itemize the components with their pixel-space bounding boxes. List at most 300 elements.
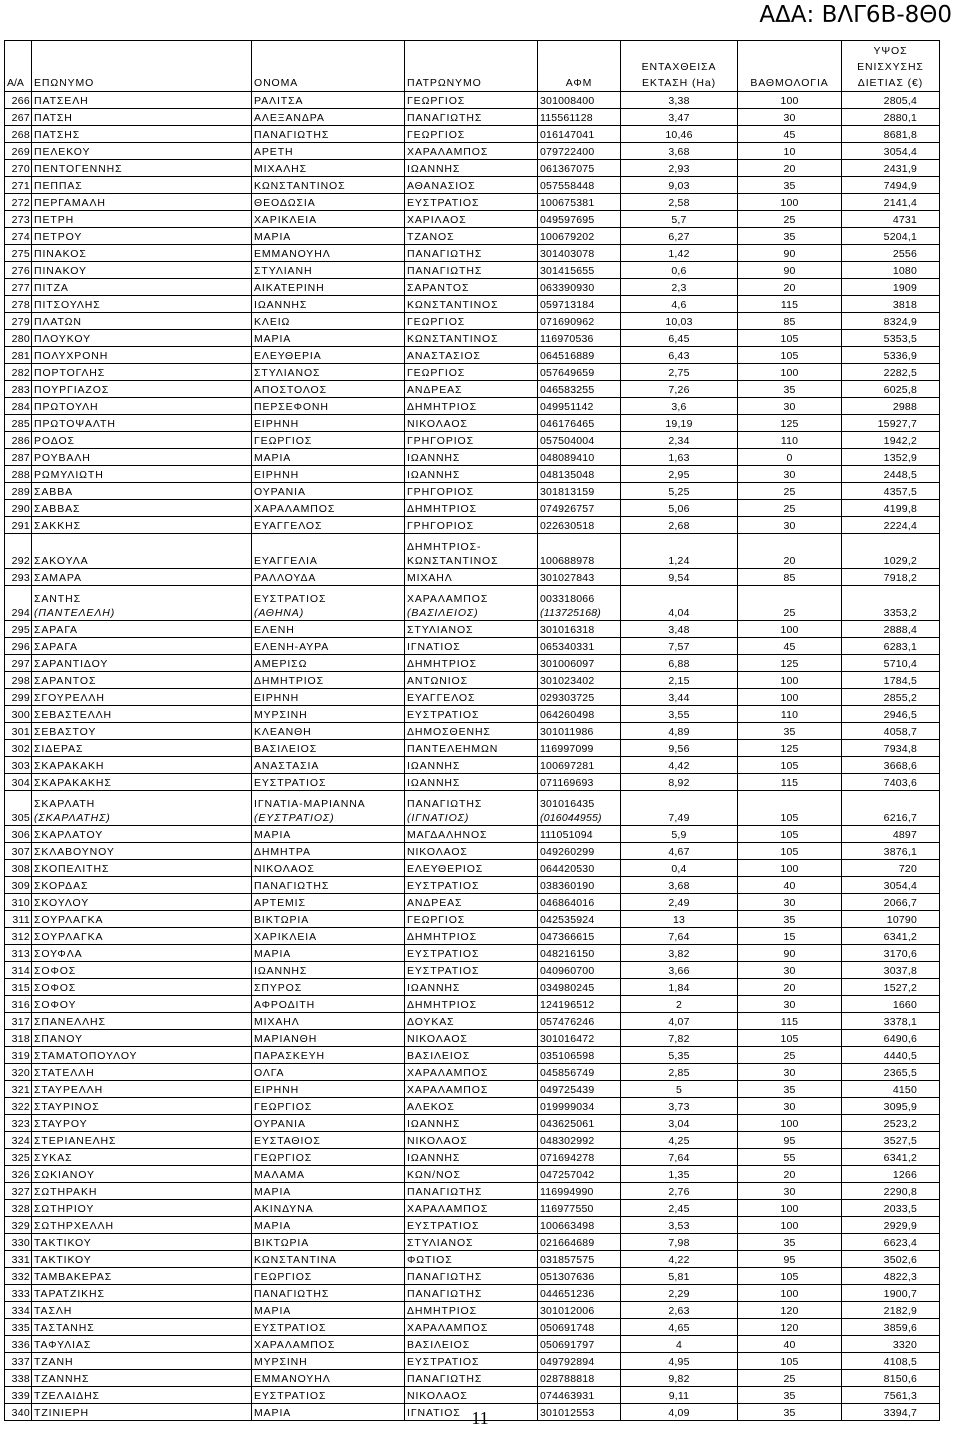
table-row xyxy=(5,1285,940,1302)
table-row xyxy=(5,1115,940,1132)
table-row xyxy=(5,449,940,466)
cell-onoma: ΠΑΝΑΓΙΩΤΗΣ xyxy=(252,877,405,894)
cell-patronymo: ΕΥΣΤΡΑΤΙΟΣ xyxy=(405,1217,538,1234)
cell-aa: 329 xyxy=(5,1217,32,1234)
cell-ypsos: 2431,9 xyxy=(842,160,940,177)
cell-ypsos: 1080 xyxy=(842,262,940,279)
table-row xyxy=(5,109,940,126)
cell-onoma: ΑΜΕΡΙΣΩ xyxy=(252,655,405,672)
cell-ektasi: 2,58 xyxy=(621,194,738,211)
col-header-vathmologia: ΒΑΘΜΟΛΟΓΙΑ xyxy=(738,41,842,92)
cell-afm: 022630518 xyxy=(538,517,621,534)
cell-vathmologia: 10 xyxy=(738,143,842,160)
cell-patronymo: ΔΗΜΗΤΡΙΟΣ xyxy=(405,996,538,1013)
cell-ypsos: 2033,5 xyxy=(842,1200,940,1217)
cell-ypsos: 3818 xyxy=(842,296,940,313)
cell-onoma: ΕΛΕΝΗ-ΑΥΡΑ xyxy=(252,638,405,655)
cell-ypsos: 2224,4 xyxy=(842,517,940,534)
cell-patronymo: ΠΑΝΑΓΙΩΤΗΣ xyxy=(405,262,538,279)
table-row xyxy=(5,1302,940,1319)
cell-patronymo: ΓΕΩΡΓΙΟΣ xyxy=(405,313,538,330)
cell-onoma: ΠΕΡΣΕΦΟΝΗ xyxy=(252,398,405,415)
cell-eponymo: ΣΤΕΡΙΑΝΕΛΗΣ xyxy=(32,1132,252,1149)
cell-eponymo: ΣΩΤΗΡΙΟΥ xyxy=(32,1200,252,1217)
cell-afm: 116977550 xyxy=(538,1200,621,1217)
cell-ektasi: 5,25 xyxy=(621,483,738,500)
cell-aa: 301 xyxy=(5,723,32,740)
cell-onoma: ΑΛΕΞΑΝΔΡΑ xyxy=(252,109,405,126)
cell-ypsos: 3378,1 xyxy=(842,1013,940,1030)
cell-vathmologia: 35 xyxy=(738,1387,842,1404)
table-row xyxy=(5,1149,940,1166)
table-row xyxy=(5,1047,940,1064)
cell-aa: 279 xyxy=(5,313,32,330)
cell-ektasi: 7,49 xyxy=(621,791,738,826)
cell-ypsos: 4199,8 xyxy=(842,500,940,517)
cell-ektasi: 6,88 xyxy=(621,655,738,672)
cell-aa: 335 xyxy=(5,1319,32,1336)
cell-ypsos: 1266 xyxy=(842,1166,940,1183)
cell-vathmologia: 115 xyxy=(738,296,842,313)
cell-eponymo: ΤΑΣΤΑΝΗΣ xyxy=(32,1319,252,1336)
cell-afm: 057649659 xyxy=(538,364,621,381)
cell-onoma: ΓΕΩΡΓΙΟΣ xyxy=(252,1268,405,1285)
cell-afm: 116997099 xyxy=(538,740,621,757)
cell-onoma: ΕΥΣΤΡΑΤΙΟΣ xyxy=(252,774,405,791)
cell-eponymo: ΣΟΥΡΛΑΓΚΑ xyxy=(32,911,252,928)
cell-ektasi: 4,65 xyxy=(621,1319,738,1336)
cell-patronymo: ΤΖΑΝΟΣ xyxy=(405,228,538,245)
cell-ypsos: 2448,5 xyxy=(842,466,940,483)
cell-afm: 031857575 xyxy=(538,1251,621,1268)
cell-ektasi: 2,49 xyxy=(621,894,738,911)
cell-aa: 295 xyxy=(5,621,32,638)
cell-ektasi: 1,63 xyxy=(621,449,738,466)
cell-onoma: ΕΜΜΑΝΟΥΗΛ xyxy=(252,1370,405,1387)
cell-eponymo: ΡΩΜΥΛΙΩΤΗ xyxy=(32,466,252,483)
cell-patronymo: ΝΙΚΟΛΑΟΣ xyxy=(405,1387,538,1404)
cell-aa: 337 xyxy=(5,1353,32,1370)
cell-ypsos: 1352,9 xyxy=(842,449,940,466)
cell-patronymo: ΙΩΑΝΝΗΣ xyxy=(405,979,538,996)
cell-onoma: ΕΥΣΤΡΑΤΙΟΣ xyxy=(252,1387,405,1404)
cell-vathmologia: 35 xyxy=(738,1081,842,1098)
cell-onoma: ΧΑΡΑΛΑΜΠΟΣ xyxy=(252,1336,405,1353)
table-row xyxy=(5,843,940,860)
cell-afm: 124196512 xyxy=(538,996,621,1013)
cell-vathmologia: 30 xyxy=(738,894,842,911)
cell-ektasi: 1,24 xyxy=(621,534,738,569)
cell-ypsos: 2888,4 xyxy=(842,621,940,638)
cell-vathmologia: 95 xyxy=(738,1132,842,1149)
cell-ektasi: 3,48 xyxy=(621,621,738,638)
table-row xyxy=(5,1013,940,1030)
cell-eponymo: ΣΑΜΑΡΑ xyxy=(32,569,252,586)
cell-patronymo: ΙΩΑΝΝΗΣ xyxy=(405,449,538,466)
cell-vathmologia: 45 xyxy=(738,638,842,655)
cell-ypsos: 1660 xyxy=(842,996,940,1013)
cell-patronymo: ΧΑΡΙΛΑΟΣ xyxy=(405,211,538,228)
cell-patronymo: ΕΥΣΤΡΑΤΙΟΣ xyxy=(405,877,538,894)
cell-ektasi: 3,66 xyxy=(621,962,738,979)
cell-patronymo: ΔΗΜΗΤΡΙΟΣ xyxy=(405,655,538,672)
table-row xyxy=(5,1217,940,1234)
cell-aa: 284 xyxy=(5,398,32,415)
cell-ypsos: 5204,1 xyxy=(842,228,940,245)
cell-vathmologia: 105 xyxy=(738,1268,842,1285)
cell-vathmologia: 20 xyxy=(738,979,842,996)
table-row xyxy=(5,1319,940,1336)
cell-vathmologia: 110 xyxy=(738,706,842,723)
cell-onoma: ΟΥΡΑΝΙΑ xyxy=(252,483,405,500)
cell-patronymo: ΠΑΝΑΓΙΩΤΗΣ xyxy=(405,1183,538,1200)
cell-ektasi: 7,57 xyxy=(621,638,738,655)
cell-eponymo: ΠΛΟΥΚΟΥ xyxy=(32,330,252,347)
cell-ektasi: 7,64 xyxy=(621,928,738,945)
cell-onoma: ΜΑΡΙΑ xyxy=(252,228,405,245)
cell-ypsos: 3170,6 xyxy=(842,945,940,962)
cell-afm: 301006097 xyxy=(538,655,621,672)
table-row xyxy=(5,655,940,672)
cell-aa: 299 xyxy=(5,689,32,706)
cell-afm: 116970536 xyxy=(538,330,621,347)
cell-eponymo: ΠΙΝΑΚΟΣ xyxy=(32,245,252,262)
cell-vathmologia: 0 xyxy=(738,449,842,466)
cell-afm: 048135048 xyxy=(538,466,621,483)
cell-aa: 290 xyxy=(5,500,32,517)
cell-afm: 074926757 xyxy=(538,500,621,517)
cell-afm: 301027843 xyxy=(538,569,621,586)
cell-eponymo: ΣΙΔΕΡΑΣ xyxy=(32,740,252,757)
cell-aa: 304 xyxy=(5,774,32,791)
cell-eponymo: ΠΕΝΤΟΓΕΝΝΗΣ xyxy=(32,160,252,177)
table-row xyxy=(5,211,940,228)
cell-patronymo: ΜΑΓΔΑΛΗΝΟΣ xyxy=(405,826,538,843)
cell-ektasi: 5 xyxy=(621,1081,738,1098)
cell-onoma: ΜΙΧΑΛΗΣ xyxy=(252,160,405,177)
cell-ektasi: 8,92 xyxy=(621,774,738,791)
cell-ektasi: 6,27 xyxy=(621,228,738,245)
table-row xyxy=(5,723,940,740)
col-header-ektasi: ΕΝΤΑΧΘΕΙΣΑ ΕΚΤΑΣΗ (Ha) xyxy=(621,41,738,92)
cell-aa: 313 xyxy=(5,945,32,962)
cell-patronymo: ΕΥΣΤΡΑΤΙΟΣ xyxy=(405,1353,538,1370)
cell-onoma: ΣΠΥΡΟΣ xyxy=(252,979,405,996)
cell-aa: 271 xyxy=(5,177,32,194)
cell-ypsos: 7561,3 xyxy=(842,1387,940,1404)
cell-patronymo: ΙΓΝΑΤΙΟΣ xyxy=(405,1404,538,1421)
cell-ypsos: 3527,5 xyxy=(842,1132,940,1149)
cell-aa: 300 xyxy=(5,706,32,723)
cell-onoma: ΙΓΝΑΤΙΑ-ΜΑΡΙΑΝΝΑ (ΕΥΣΤΡΑΤΙΟΣ) xyxy=(252,791,405,826)
cell-vathmologia: 85 xyxy=(738,569,842,586)
cell-afm: 050691748 xyxy=(538,1319,621,1336)
cell-onoma: ΜΑΡΙΑ xyxy=(252,1302,405,1319)
cell-eponymo: ΣΑΝΤΗΣ (ΠΑΝΤΕΛΕΛΗ) xyxy=(32,586,252,621)
cell-vathmologia: 55 xyxy=(738,1149,842,1166)
cell-ektasi: 3,53 xyxy=(621,1217,738,1234)
cell-afm: 049725439 xyxy=(538,1081,621,1098)
cell-afm: 046583255 xyxy=(538,381,621,398)
cell-vathmologia: 35 xyxy=(738,177,842,194)
cell-aa: 286 xyxy=(5,432,32,449)
cell-ektasi: 2,15 xyxy=(621,672,738,689)
cell-patronymo: ΠΑΝΑΓΙΩΤΗΣ (ΙΓΝΑΤΙΟΣ) xyxy=(405,791,538,826)
cell-ypsos: 2855,2 xyxy=(842,689,940,706)
table-row xyxy=(5,962,940,979)
cell-onoma: ΕΛΕΥΘΕΡΙΑ xyxy=(252,347,405,364)
cell-vathmologia: 120 xyxy=(738,1319,842,1336)
table-row xyxy=(5,92,940,109)
table-row xyxy=(5,757,940,774)
cell-ypsos: 1784,5 xyxy=(842,672,940,689)
cell-eponymo: ΣΟΦΟΥ xyxy=(32,996,252,1013)
cell-patronymo: ΠΑΝΑΓΙΩΤΗΣ xyxy=(405,109,538,126)
cell-aa: 283 xyxy=(5,381,32,398)
cell-ypsos: 3054,4 xyxy=(842,877,940,894)
cell-patronymo: ΓΕΩΡΓΙΟΣ xyxy=(405,126,538,143)
cell-aa: 270 xyxy=(5,160,32,177)
cell-vathmologia: 25 xyxy=(738,211,842,228)
table-row xyxy=(5,996,940,1013)
cell-aa: 339 xyxy=(5,1387,32,1404)
cell-onoma: ΟΛΓΑ xyxy=(252,1064,405,1081)
cell-vathmologia: 90 xyxy=(738,245,842,262)
table-row xyxy=(5,313,940,330)
cell-aa: 289 xyxy=(5,483,32,500)
page-number: 11 xyxy=(471,1408,489,1428)
cell-patronymo: ΑΝΔΡΕΑΣ xyxy=(405,894,538,911)
cell-vathmologia: 25 xyxy=(738,483,842,500)
cell-vathmologia: 105 xyxy=(738,757,842,774)
cell-eponymo: ΣΕΒΑΣΤΕΛΛΗ xyxy=(32,706,252,723)
cell-afm: 071169693 xyxy=(538,774,621,791)
cell-ektasi: 3,38 xyxy=(621,92,738,109)
table-row xyxy=(5,415,940,432)
cell-ektasi: 3,47 xyxy=(621,109,738,126)
cell-onoma: ΚΩΝΣΤΑΝΤΙΝΟΣ xyxy=(252,177,405,194)
cell-ypsos: 1527,2 xyxy=(842,979,940,996)
cell-vathmologia: 100 xyxy=(738,621,842,638)
cell-aa: 292 xyxy=(5,534,32,569)
cell-ektasi: 4,04 xyxy=(621,586,738,621)
cell-aa: 309 xyxy=(5,877,32,894)
cell-afm: 071694278 xyxy=(538,1149,621,1166)
cell-ypsos: 1900,7 xyxy=(842,1285,940,1302)
cell-ektasi: 2,75 xyxy=(621,364,738,381)
cell-onoma: ΣΤΥΛΙΑΝΟΣ xyxy=(252,364,405,381)
cell-vathmologia: 35 xyxy=(738,911,842,928)
cell-ektasi: 2,3 xyxy=(621,279,738,296)
cell-eponymo: ΣΠΑΝΟΥ xyxy=(32,1030,252,1047)
cell-eponymo: ΡΟΔΟΣ xyxy=(32,432,252,449)
cell-aa: 325 xyxy=(5,1149,32,1166)
cell-aa: 269 xyxy=(5,143,32,160)
cell-patronymo: ΑΘΑΝΑΣΙΟΣ xyxy=(405,177,538,194)
cell-aa: 338 xyxy=(5,1370,32,1387)
cell-vathmologia: 125 xyxy=(738,740,842,757)
cell-ektasi: 9,03 xyxy=(621,177,738,194)
table-row xyxy=(5,706,940,723)
cell-eponymo: ΠΟΛΥΧΡΟΝΗ xyxy=(32,347,252,364)
cell-afm: 301403078 xyxy=(538,245,621,262)
cell-vathmologia: 115 xyxy=(738,1013,842,1030)
cell-ypsos: 6341,2 xyxy=(842,1149,940,1166)
cell-eponymo: ΠΟΥΡΓΙΑΖΟΣ xyxy=(32,381,252,398)
cell-onoma: ΑΡΤΕΜΙΣ xyxy=(252,894,405,911)
cell-afm: 057476246 xyxy=(538,1013,621,1030)
col-header-eponymo: ΕΠΩΝΥΜΟ xyxy=(32,41,252,92)
cell-vathmologia: 95 xyxy=(738,1251,842,1268)
cell-ektasi: 3,82 xyxy=(621,945,738,962)
cell-aa: 293 xyxy=(5,569,32,586)
cell-onoma: ΓΕΩΡΓΙΟΣ xyxy=(252,1149,405,1166)
cell-ypsos: 4440,5 xyxy=(842,1047,940,1064)
cell-aa: 280 xyxy=(5,330,32,347)
cell-afm: 100697281 xyxy=(538,757,621,774)
cell-afm: 079722400 xyxy=(538,143,621,160)
table-row xyxy=(5,432,940,449)
cell-aa: 327 xyxy=(5,1183,32,1200)
beneficiaries-table-wrapper xyxy=(4,40,940,1421)
cell-ypsos: 6216,7 xyxy=(842,791,940,826)
cell-ektasi: 10,46 xyxy=(621,126,738,143)
cell-ypsos: 2946,5 xyxy=(842,706,940,723)
cell-ektasi: 2,85 xyxy=(621,1064,738,1081)
cell-afm: 061367075 xyxy=(538,160,621,177)
cell-afm: 057558448 xyxy=(538,177,621,194)
cell-patronymo: ΚΩΝΣΤΑΝΤΙΝΟΣ xyxy=(405,296,538,313)
cell-afm: 115561128 xyxy=(538,109,621,126)
table-row xyxy=(5,466,940,483)
cell-eponymo: ΣΟΥΡΛΑΓΚΑ xyxy=(32,928,252,945)
cell-vathmologia: 20 xyxy=(738,160,842,177)
cell-patronymo: ΔΗΜΗΤΡΙΟΣ xyxy=(405,398,538,415)
cell-ektasi: 4,95 xyxy=(621,1353,738,1370)
cell-ypsos: 6341,2 xyxy=(842,928,940,945)
cell-ypsos: 7494,9 xyxy=(842,177,940,194)
table-row xyxy=(5,177,940,194)
cell-patronymo: ΧΑΡΑΛΑΜΠΟΣ (ΒΑΣΙΛΕΙΟΣ) xyxy=(405,586,538,621)
cell-aa: 324 xyxy=(5,1132,32,1149)
cell-afm: 100675381 xyxy=(538,194,621,211)
cell-afm: 046176465 xyxy=(538,415,621,432)
cell-aa: 297 xyxy=(5,655,32,672)
cell-patronymo: ΕΛΕΥΘΕΡΙΟΣ xyxy=(405,860,538,877)
cell-ypsos: 3876,1 xyxy=(842,843,940,860)
cell-ektasi: 4,07 xyxy=(621,1013,738,1030)
cell-afm: 046864016 xyxy=(538,894,621,911)
cell-eponymo: ΠΑΤΣΗΣ xyxy=(32,126,252,143)
cell-eponymo: ΣΑΡΑΓΑ xyxy=(32,638,252,655)
cell-onoma: ΑΠΟΣΤΟΛΟΣ xyxy=(252,381,405,398)
cell-eponymo: ΣΤΑΤΕΛΛΗ xyxy=(32,1064,252,1081)
cell-onoma: ΜΥΡΣΙΝΗ xyxy=(252,706,405,723)
cell-onoma: ΡΑΛΙΤΣΑ xyxy=(252,92,405,109)
cell-eponymo: ΣΑΡΑΝΤΟΣ xyxy=(32,672,252,689)
table-row xyxy=(5,1336,940,1353)
cell-vathmologia: 15 xyxy=(738,928,842,945)
cell-ektasi: 3,68 xyxy=(621,143,738,160)
table-row xyxy=(5,1251,940,1268)
cell-onoma: ΕΥΣΤΑΘΙΟΣ xyxy=(252,1132,405,1149)
table-row xyxy=(5,1234,940,1251)
cell-ypsos: 8150,6 xyxy=(842,1370,940,1387)
cell-aa: 340 xyxy=(5,1404,32,1421)
cell-onoma: ΜΑΡΙΑΝΘΗ xyxy=(252,1030,405,1047)
cell-eponymo: ΣΚΛΑΒΟΥΝΟΥ xyxy=(32,843,252,860)
cell-onoma: ΙΩΑΝΝΗΣ xyxy=(252,962,405,979)
cell-patronymo: ΧΑΡΑΛΑΜΠΟΣ xyxy=(405,1319,538,1336)
cell-aa: 323 xyxy=(5,1115,32,1132)
cell-ypsos: 7403,6 xyxy=(842,774,940,791)
cell-onoma: ΑΡΕΤΗ xyxy=(252,143,405,160)
cell-ypsos: 7918,2 xyxy=(842,569,940,586)
cell-vathmologia: 100 xyxy=(738,364,842,381)
cell-patronymo: ΒΑΣΙΛΕΙΟΣ xyxy=(405,1047,538,1064)
cell-aa: 336 xyxy=(5,1336,32,1353)
cell-afm: 057504004 xyxy=(538,432,621,449)
cell-onoma: ΜΑΡΙΑ xyxy=(252,826,405,843)
cell-ypsos: 6623,4 xyxy=(842,1234,940,1251)
cell-ektasi: 9,11 xyxy=(621,1387,738,1404)
table-row xyxy=(5,262,940,279)
cell-vathmologia: 115 xyxy=(738,774,842,791)
cell-ektasi: 2 xyxy=(621,996,738,1013)
cell-vathmologia: 35 xyxy=(738,1404,842,1421)
cell-patronymo: ΔΗΜΗΤΡΙΟΣ- ΚΩΝΣΤΑΝΤΙΝΟΣ xyxy=(405,534,538,569)
table-row xyxy=(5,330,940,347)
cell-eponymo: ΣΑΒΒΑ xyxy=(32,483,252,500)
cell-eponymo: ΠΙΤΣΟΥΛΗΣ xyxy=(32,296,252,313)
cell-patronymo: ΧΑΡΑΛΑΜΠΟΣ xyxy=(405,1200,538,1217)
cell-aa: 303 xyxy=(5,757,32,774)
table-row xyxy=(5,1081,940,1098)
cell-vathmologia: 25 xyxy=(738,1047,842,1064)
cell-vathmologia: 105 xyxy=(738,826,842,843)
cell-aa: 285 xyxy=(5,415,32,432)
cell-ektasi: 3,73 xyxy=(621,1098,738,1115)
cell-aa: 328 xyxy=(5,1200,32,1217)
cell-onoma: ΚΛΕΑΝΘΗ xyxy=(252,723,405,740)
cell-ypsos: 3037,8 xyxy=(842,962,940,979)
cell-eponymo: ΤΑΚΤΙΚΟΥ xyxy=(32,1234,252,1251)
cell-vathmologia: 35 xyxy=(738,1234,842,1251)
cell-eponymo: ΠΑΤΣΗ xyxy=(32,109,252,126)
cell-patronymo: ΕΥΣΤΡΑΤΙΟΣ xyxy=(405,706,538,723)
table-row xyxy=(5,621,940,638)
cell-aa: 305 xyxy=(5,791,32,826)
cell-aa: 275 xyxy=(5,245,32,262)
table-row xyxy=(5,160,940,177)
cell-ektasi: 2,63 xyxy=(621,1302,738,1319)
cell-vathmologia: 100 xyxy=(738,672,842,689)
cell-afm: 071690962 xyxy=(538,313,621,330)
cell-eponymo: ΣΚΑΡΛΑΤΟΥ xyxy=(32,826,252,843)
cell-aa: 281 xyxy=(5,347,32,364)
cell-eponymo: ΣΠΑΝΕΛΛΗΣ xyxy=(32,1013,252,1030)
cell-vathmologia: 105 xyxy=(738,1030,842,1047)
cell-ektasi: 5,7 xyxy=(621,211,738,228)
cell-eponymo: ΠΕΛΕΚΟΥ xyxy=(32,143,252,160)
cell-ypsos: 2556 xyxy=(842,245,940,262)
cell-aa: 317 xyxy=(5,1013,32,1030)
beneficiaries-table xyxy=(4,40,940,1421)
cell-afm: 050691797 xyxy=(538,1336,621,1353)
cell-onoma: ΡΑΛΛΟΥΔΑ xyxy=(252,569,405,586)
cell-ektasi: 3,6 xyxy=(621,398,738,415)
cell-vathmologia: 100 xyxy=(738,689,842,706)
